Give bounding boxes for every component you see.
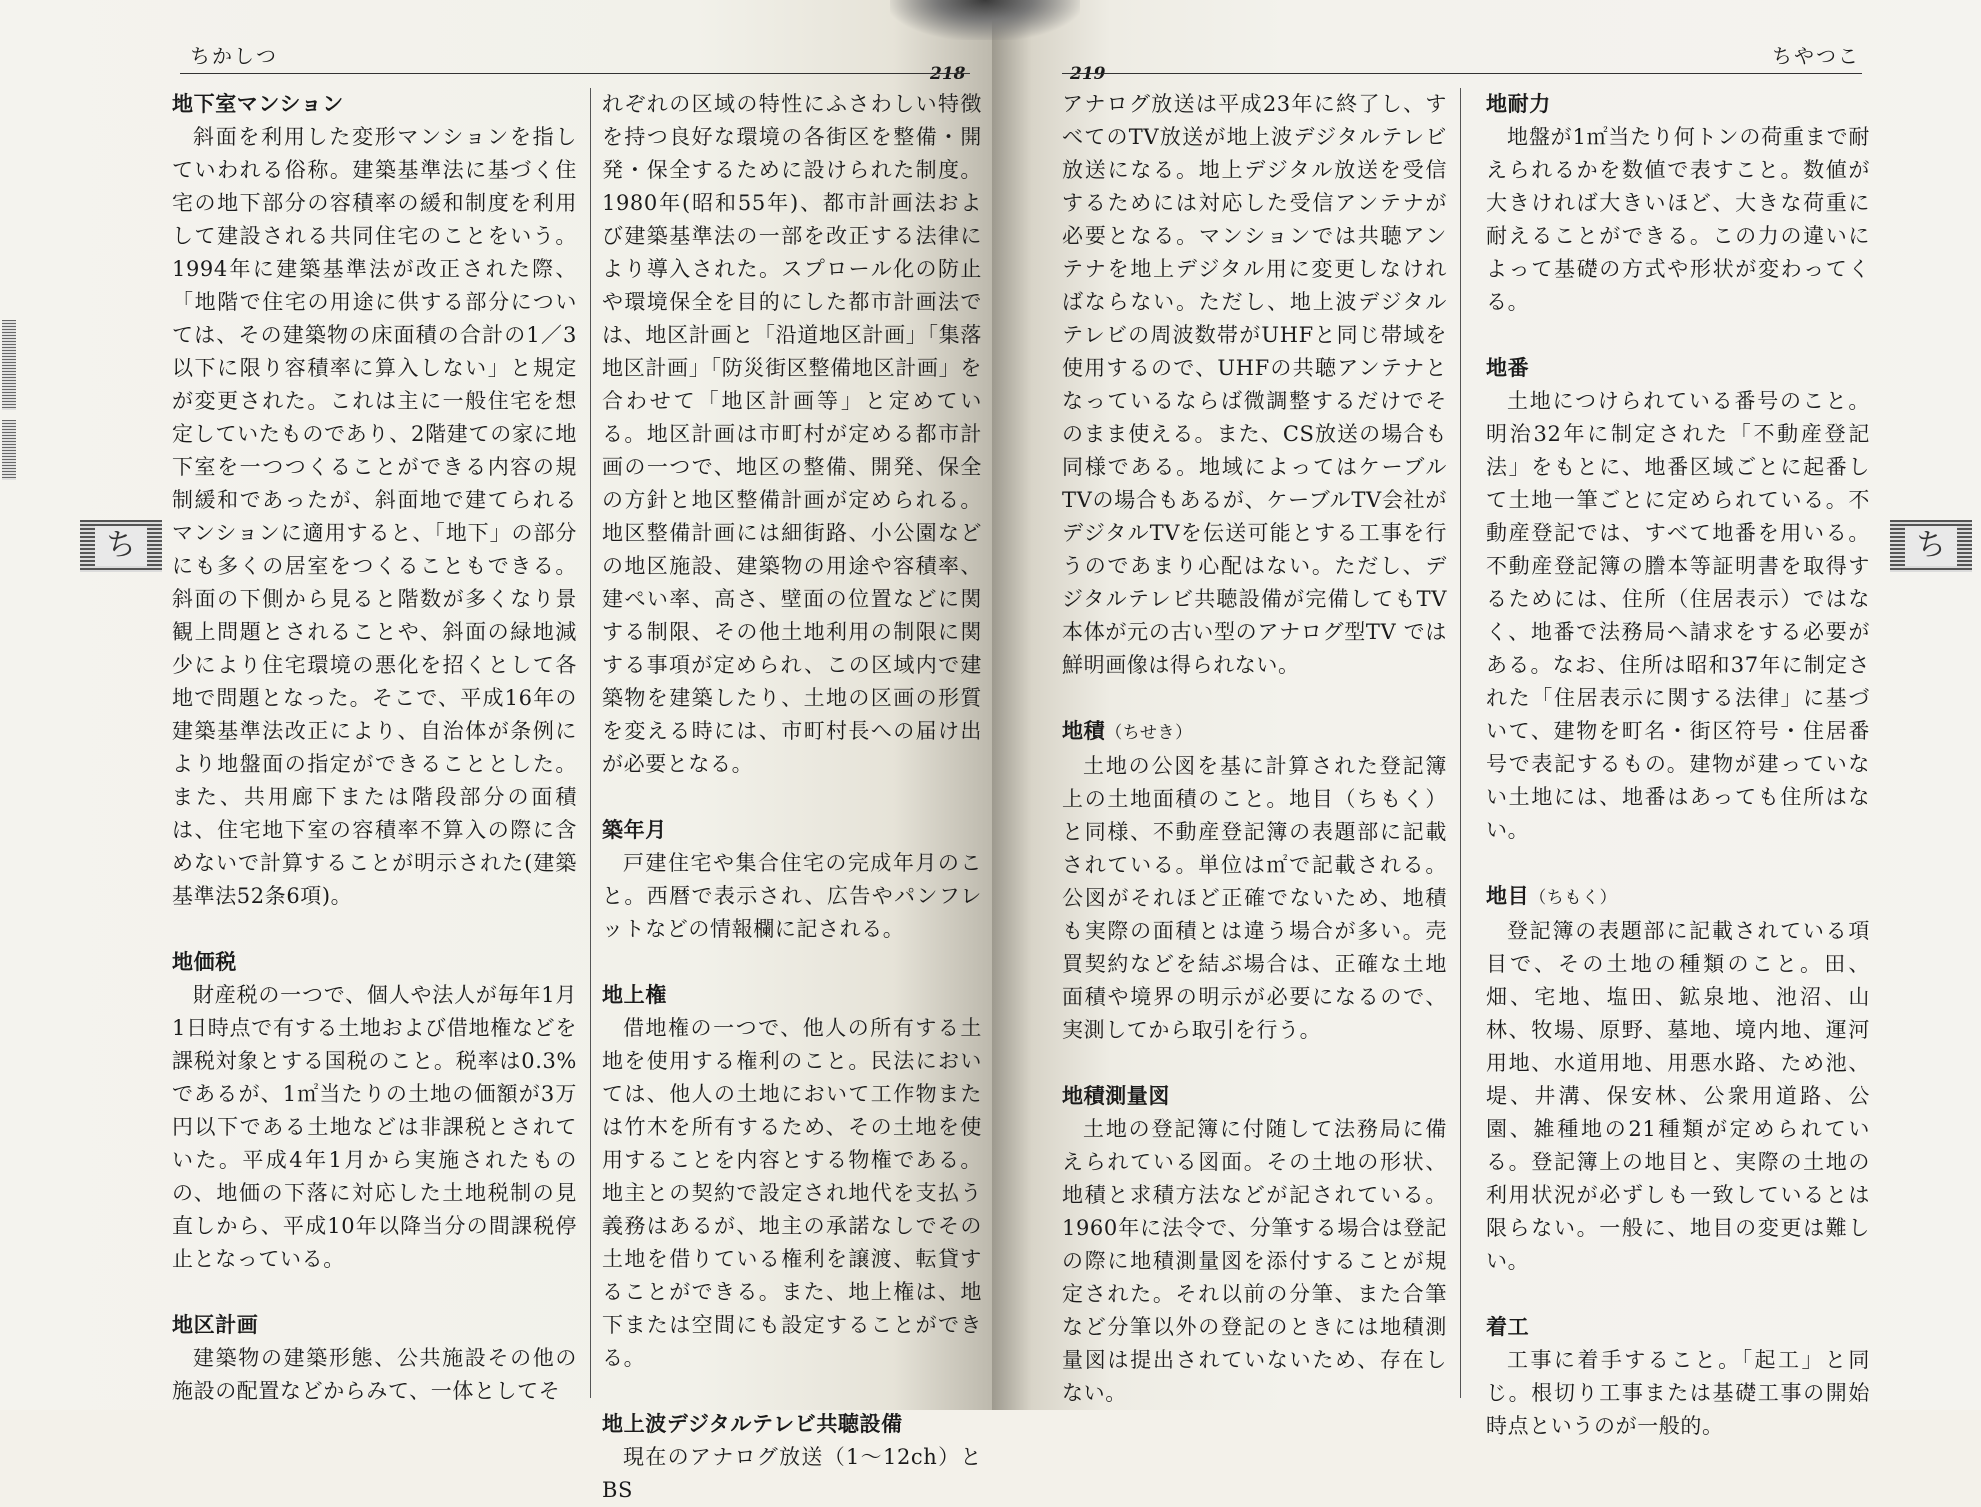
left-page: [0, 0, 992, 1502]
entry-term: [1062, 1080, 1447, 1113]
entry-term: [172, 1309, 577, 1342]
entry-term-text: 地下室マンション: [172, 92, 344, 116]
header-rule-right: [1062, 73, 1862, 74]
page-number-left: 218: [930, 64, 966, 84]
entry-term-text: 地積測量図: [1062, 1084, 1170, 1108]
right-page: [992, 0, 1981, 1438]
entry-definition: 工事に着手すること。「起工」と同じ。根切り工事または基礎工事の開始時点というのが一般的。: [1486, 1348, 1870, 1438]
entry-term-text: 築年月: [602, 818, 667, 842]
entry-definition: 地盤が1㎡当たり何トンの荷重まで耐えられるかを数値で表すこと。数値が大きければ大きいほど、大きな荷重に耐えることができる。この力の違いによって基礎の方式や形状が変わってくる。: [1486, 125, 1870, 314]
page-number-right: 219: [1070, 64, 1106, 84]
entry-definition: 財産税の一つで、個人や法人が毎年1月1日時点で有する土地および借地権などを課税対象とする国税のこと。税率は0.3%であるが、1㎡当たりの土地の価額が3万円以下である土地などは非課税とされていた。平成4年1月から実施されたものの、地価の下落に対応した土地税制の見直しから、平成10年以降当分の間課税停止となっている。: [172, 983, 577, 1271]
entry-term-text: 地上権: [602, 983, 667, 1007]
entry-term-text: 地区計画: [172, 1313, 259, 1337]
entry-term: [602, 814, 982, 847]
entry-term: [172, 88, 577, 121]
entry-term-text: 地耐力: [1486, 92, 1551, 116]
entry-reading: （ちせき）: [1105, 723, 1193, 743]
entry-definition: 土地の公図を基に計算された登記簿上の土地面積のこと。地目（ちもく）と同様、不動産登記簿の表題部に記載されている。単位は㎡で記載される。公図がそれほど正確でないため、地積も実際の面積とは違う場合が多い。売買契約などを結ぶ場合は、正確な土地面積や境界の明示が必要になるので、実測してから取引を行う。: [1062, 754, 1447, 1042]
dictionary-entry: [1062, 715, 1447, 1047]
entry-term: [602, 1408, 982, 1441]
dictionary-entry: [1486, 352, 1870, 847]
dictionary-entry: [1062, 1080, 1447, 1410]
entry-term: [1062, 715, 1447, 750]
entry-definition: 戸建住宅や集合住宅の完成年月のこと。西暦で表示され、広告やパンフレットなどの情報欄に記される。: [602, 851, 982, 941]
entry-definition: 借地権の一つで、他人の所有する土地を使用する権利のこと。民法においては、他人の土地において工作物または竹木を所有するため、その土地を使用することを内容とする物権である。地主との契約で設定され地代を支払う義務はあるが、地主の承諾なしでその土地を借りている権利を譲渡、転貸することができる。また、地上権は、地下または空間にも設定することができる。: [602, 1016, 982, 1370]
thumb-tab-label: ち: [1905, 526, 1957, 566]
dictionary-entry: [1486, 1311, 1870, 1443]
entry-term-text: 地目: [1486, 884, 1530, 908]
book-spine-shadow: [890, 0, 1080, 40]
dictionary-entry: [602, 814, 982, 946]
dictionary-entry: [602, 979, 982, 1375]
entry-definition: 建築物の建築形態、公共施設その他の施設の配置などからみて、一体としてそ: [172, 1346, 577, 1403]
left-column-1: [172, 88, 591, 1403]
entry-definition: 斜面を利用した変形マンションを指していわれる俗称。建築基準法に基づく住宅の地下部分の容積率の緩和制度を利用して建設される共同住宅のことをいう。1994年に建築基準法が改正された際、「地階で住宅の用途に供する部分については、その建築物の床面積の合計の1／3以下に限り容積率に算入しない」と規定が変更された。これは主に一般住宅を想定していたものであり、2階建ての家に地下室を一つつくることができる内容の規制緩和であったが、斜面地で建てられるマンションに適用すると、「地下」の部分にも多くの居室をつくることもできる。斜面の下側から見ると階数が多くなり景観上問題とされることや、斜面の緑地減少により住宅環境の悪化を招くとして各地で問題となった。そこで、平成16年の建築基準法改正により、自治体が条例により地盤面の指定ができることとした。また、共用廊下または階段部分の面積は、住宅地下室の容積率不算入の際に含めないで計算することが明示された(建築基準法52条6項)。: [172, 125, 577, 908]
entry-term-text: 地上波デジタルテレビ共聴設備: [602, 1412, 903, 1436]
dictionary-entry: [172, 1309, 577, 1408]
entry-term: [1486, 352, 1870, 385]
entry-definition: 土地につけられている番号のこと。明治32年に制定された「不動産登記法」をもとに、地番区域ごとに起番して土地一筆ごとに定められている。不動産登記では、すべて地番を用いる。不動産登記簿の謄本等証明書を取得するためには、住所（住居表示）ではなく、地番で法務局へ請求をする必要がある。なお、住所は昭和37年に制定された「住居表示に関する法律」に基づいて、建物を町名・街区符号・住居番号で表記するもの。建物が建っていない土地には、地番はあっても住所はない。: [1486, 389, 1870, 842]
dictionary-entry: [1486, 88, 1870, 319]
right-column-1: [1062, 88, 1461, 1405]
entry-term: [602, 979, 982, 1012]
dictionary-entry: [172, 946, 577, 1276]
entry-term: [1486, 1311, 1870, 1344]
dictionary-entry: [1486, 880, 1870, 1278]
dictionary-entry: [1062, 88, 1447, 682]
entry-term: [1486, 88, 1870, 121]
entry-term: [1486, 880, 1870, 915]
left-column-2: [602, 88, 982, 1502]
entry-term-text: 着工: [1486, 1315, 1530, 1339]
dictionary-entry: [602, 88, 982, 781]
header-rule-left: [180, 73, 970, 74]
entry-reading: （ちもく）: [1529, 888, 1618, 908]
entry-term: [172, 946, 577, 979]
entry-definition: れぞれの区域の特性にふさわしい特徴を持つ良好な環境の各街区を整備・開発・保全するために設けられた制度。1980年(昭和55年)、都市計画法および建築基準法の一部を改正する法律により導入された。スプロール化の防止や環境保全を目的にした都市計画法では、地区計画と「沿道地区計画」「集落地区計画」「防災街区整備地区計画」を合わせて「地区計画等」と定めている。地区計画は市町村が定める都市計画の一つで、地区の整備、開発、保全の方針と地区整備計画が定められる。地区整備計画には細街路、小公園などの地区施設、建築物の用途や容積率、建ぺい率、高さ、壁面の位置などに関する制限、その他土地利用の制限に関する事項が定められ、この区域内で建築物を建築したり、土地の区画の形質を変える時には、市町村長への届け出が必要となる。: [602, 92, 982, 776]
entry-definition: 登記簿の表題部に記載されている項目で、その土地の種類のこと。田、畑、宅地、塩田、鉱泉地、池沼、山林、牧場、原野、墓地、境内地、運河用地、水道用地、用悪水路、ため池、堤、井溝、保安林、公衆用道路、公園、雑種地の21種類が定められている。登記簿上の地目と、実際の土地の利用状況が必ずしも一致しているとは限らない。一般に、地目の変更は難しい。: [1486, 919, 1870, 1273]
entry-term-text: 地積: [1062, 719, 1106, 743]
dictionary-entry: [602, 1408, 982, 1507]
page-edge-marks-top: [2, 320, 16, 410]
running-head-right: ちやつこ: [1772, 44, 1860, 68]
thumb-tab-label: ち: [95, 526, 147, 566]
entry-term-text: 地番: [1486, 356, 1530, 380]
entry-definition: 土地の登記簿に付随して法務局に備えられている図面。その土地の形状、地積と求積方法などが記されている。1960年に法令で、分筆する場合は登記の際に地積測量図を添付することが規定された。それ以前の分筆、また合筆など分筆以外の登記のときには地積測量図は提出されていないため、存在しない。: [1062, 1117, 1447, 1405]
page-edge-marks-bottom: [2, 420, 16, 480]
running-head-left: ちかしつ: [190, 44, 278, 68]
entry-term-text: 地価税: [172, 950, 237, 974]
dictionary-entry: [172, 88, 577, 913]
index-thumb-tab-left: [80, 520, 162, 572]
index-thumb-tab-right: [1890, 520, 1972, 572]
entry-definition: 現在のアナログ放送（1～12ch）とBS: [602, 1445, 982, 1502]
right-column-2: [1486, 88, 1870, 1438]
entry-definition: アナログ放送は平成23年に終了し、すべてのTV放送が地上波デジタルテレビ放送になる。地上デジタル放送を受信するためには対応した受信アンテナが必要となる。マンションでは共聴アンテナを地上デジタル用に変更しなければならない。ただし、地上波デジタルテレビの周波数帯がUHFと同じ帯域を使用するので、UHFの共聴アンテナとなっているならば微調整するだけでそのまま使える。また、CS放送の場合も同様である。地域によってはケーブルTVの場合もあるが、ケーブルTV会社がデジタルTVを伝送可能とする工事を行うのであまり心配はない。ただし、デジタルテレビ共聴設備が完備してもTV本体が元の古い型のアナログ型TV では鮮明画像は得られない。: [1062, 92, 1447, 677]
